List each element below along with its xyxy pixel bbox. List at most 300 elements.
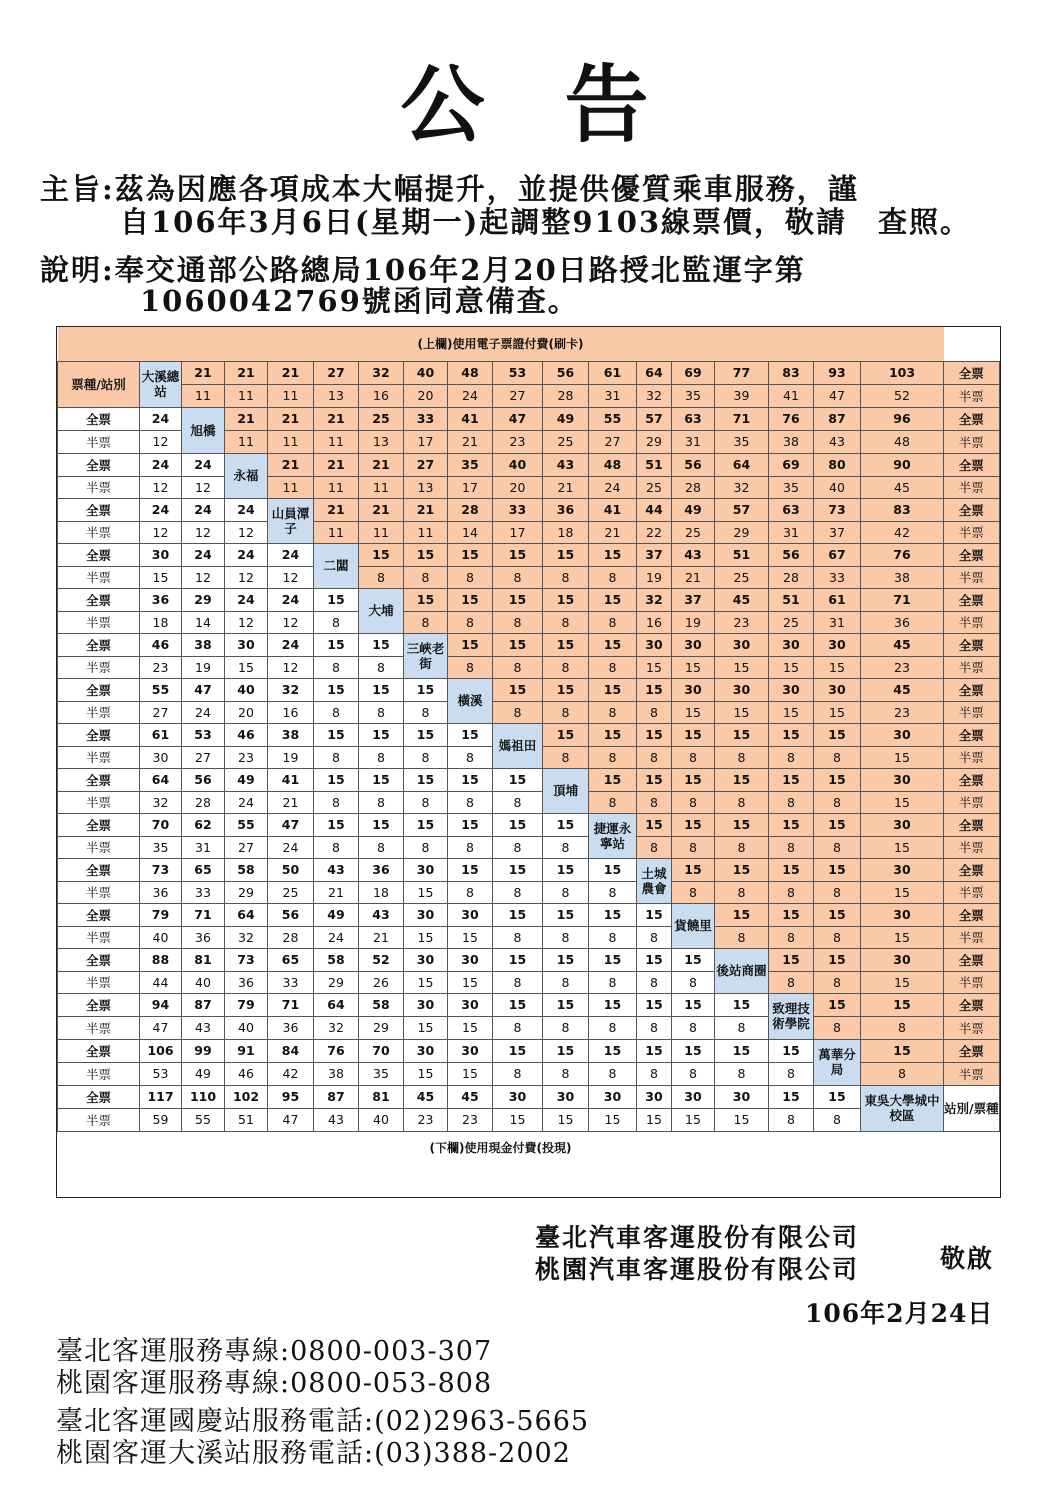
row-end-label-half: 半票 (944, 521, 1000, 543)
fare-cash-half: 15 (404, 971, 448, 993)
fare-cash-half: 12 (225, 611, 268, 633)
fare-card-half: 19 (637, 566, 672, 588)
fare-card-full: 27 (314, 361, 359, 384)
fare-card-half: 52 (861, 384, 944, 407)
row-end-label-full: 全票 (944, 903, 1000, 926)
fare-cash-half: 43 (314, 1108, 359, 1131)
fare-card-full: 64 (715, 453, 769, 476)
fare-cash-full: 30 (448, 993, 493, 1016)
fare-cash-half: 8 (637, 926, 672, 948)
fare-cash-full: 102 (225, 1085, 268, 1108)
fare-cash-full: 24 (182, 498, 225, 521)
fare-cash-full: 15 (589, 1039, 637, 1062)
explanation-line-1: 說明:奉交通部公路總局106年2月20日路授北監運字第 (40, 253, 806, 287)
fare-cash-half: 8 (359, 701, 404, 723)
fare-card-full: 15 (543, 723, 589, 746)
fare-card-full: 15 (589, 723, 637, 746)
fare-cash-full: 15 (359, 813, 404, 836)
fare-card-half: 8 (448, 656, 493, 678)
fare-cash-full: 58 (359, 993, 404, 1016)
fare-cash-full: 38 (182, 633, 225, 656)
fare-card-full: 30 (715, 633, 769, 656)
fare-card-full: 49 (543, 407, 589, 430)
fare-cash-half: 19 (268, 746, 314, 768)
fare-card-full: 15 (769, 903, 814, 926)
row-label-half: 半票 (58, 701, 140, 723)
fare-card-half: 8 (715, 746, 769, 768)
fare-cash-half: 8 (637, 1062, 672, 1085)
fare-cash-half: 8 (543, 926, 589, 948)
fare-cash-full: 55 (140, 678, 182, 701)
fare-cash-full: 88 (140, 948, 182, 971)
row-label-half: 半票 (58, 881, 140, 903)
fare-cash-half: 23 (225, 746, 268, 768)
fare-card-half: 25 (672, 521, 715, 543)
fare-card-full: 15 (637, 768, 672, 791)
fare-card-half: 38 (769, 430, 814, 453)
fare-cash-half: 8 (493, 971, 543, 993)
row-label-full: 全票 (58, 903, 140, 926)
station-15: 致理技術學院 (769, 993, 814, 1039)
fare-card-half: 35 (715, 430, 769, 453)
fare-row-half (58, 791, 1000, 813)
fare-cash-half: 31 (182, 836, 225, 858)
fare-cash-half: 8 (769, 1062, 814, 1085)
fare-card-full: 30 (672, 633, 715, 656)
fare-card-full: 15 (493, 633, 543, 656)
fare-card-half: 32 (637, 384, 672, 407)
fare-cash-full: 50 (268, 858, 314, 881)
fare-card-full: 21 (268, 407, 314, 430)
fare-card-half: 15 (861, 791, 944, 813)
fare-cash-full: 65 (182, 858, 225, 881)
fare-cash-half: 30 (140, 746, 182, 768)
fare-row-full (58, 543, 1000, 566)
row-end-label-half: 半票 (944, 881, 1000, 903)
fare-card-full: 15 (814, 768, 861, 791)
fare-cash-half: 23 (404, 1108, 448, 1131)
fare-card-full: 45 (715, 588, 769, 611)
fare-card-full: 15 (672, 813, 715, 836)
row-label-half: 半票 (58, 611, 140, 633)
fare-cash-half: 12 (140, 521, 182, 543)
fare-card-full: 21 (359, 453, 404, 476)
fare-cash-full: 91 (225, 1039, 268, 1062)
fare-cash-half: 8 (448, 881, 493, 903)
fare-card-half: 11 (314, 430, 359, 453)
fare-card-half: 15 (861, 926, 944, 948)
fare-cash-full: 45 (404, 1085, 448, 1108)
company-names (535, 1222, 859, 1286)
row-end-label-half: 半票 (944, 1016, 1000, 1039)
fare-card-full: 15 (861, 1039, 944, 1062)
fare-cash-half: 27 (225, 836, 268, 858)
fare-card-half: 18 (543, 521, 589, 543)
fare-card-full: 61 (814, 588, 861, 611)
fare-card-full: 56 (769, 543, 814, 566)
fare-card-full: 69 (769, 453, 814, 476)
fare-card-half: 8 (715, 926, 769, 948)
fare-card-half: 8 (543, 746, 589, 768)
row-end-label-half: 半票 (944, 476, 1000, 498)
row-end-label-full: 全票 (944, 498, 1000, 521)
fare-cash-full: 15 (493, 858, 543, 881)
fare-card-full: 15 (493, 543, 543, 566)
fare-cash-full: 24 (268, 588, 314, 611)
fare-cash-half: 8 (493, 881, 543, 903)
fare-cash-full: 106 (140, 1039, 182, 1062)
fare-cash-half: 8 (359, 746, 404, 768)
fare-card-half: 15 (769, 656, 814, 678)
fare-card-full: 43 (672, 543, 715, 566)
fare-cash-half: 15 (715, 1108, 769, 1131)
fare-card-full: 15 (672, 768, 715, 791)
fare-cash-full: 49 (314, 903, 359, 926)
fare-cash-full: 15 (715, 993, 769, 1016)
fare-cash-half: 8 (769, 1108, 814, 1131)
fare-cash-half: 8 (314, 791, 359, 813)
fare-cash-full: 15 (543, 993, 589, 1016)
fare-row-half (58, 384, 1000, 407)
fare-cash-half: 12 (225, 566, 268, 588)
fare-card-full: 30 (637, 633, 672, 656)
fare-cash-full: 58 (225, 858, 268, 881)
fare-cash-full: 15 (448, 768, 493, 791)
fare-cash-half: 24 (268, 836, 314, 858)
row-label-full: 全票 (58, 1085, 140, 1108)
fare-cash-full: 24 (140, 407, 182, 430)
row-end-label-full: 全票 (944, 768, 1000, 791)
fare-cash-full: 15 (672, 948, 715, 971)
station-13: 貨饒里 (672, 903, 715, 948)
fare-cash-full: 58 (314, 948, 359, 971)
fare-cash-full: 30 (404, 903, 448, 926)
row-label-half: 半票 (58, 430, 140, 453)
fare-card-full: 15 (448, 588, 493, 611)
fare-cash-half: 15 (140, 566, 182, 588)
fare-card-half: 40 (814, 476, 861, 498)
fare-card-full: 90 (861, 453, 944, 476)
fare-cash-full: 24 (268, 633, 314, 656)
fare-card-full: 15 (715, 903, 769, 926)
fare-card-half: 8 (359, 566, 404, 588)
fare-card-half: 8 (589, 656, 637, 678)
fare-cash-half: 36 (182, 926, 225, 948)
fare-cash-half: 8 (543, 971, 589, 993)
fare-cash-full: 55 (225, 813, 268, 836)
fare-card-full: 93 (814, 361, 861, 384)
fare-cash-full: 15 (769, 1085, 814, 1108)
fare-cash-full: 24 (140, 498, 182, 521)
fare-cash-half: 12 (140, 430, 182, 453)
fare-card-half: 48 (861, 430, 944, 453)
fare-cash-full: 61 (140, 723, 182, 746)
fare-cash-half: 15 (404, 1062, 448, 1085)
fare-card-full: 48 (589, 453, 637, 476)
company-taoyuan: 桃園汽車客運股份有限公司 (535, 1255, 860, 1284)
fare-table (57, 327, 1000, 1163)
row-label-full: 全票 (58, 768, 140, 791)
fare-card-full: 21 (268, 361, 314, 384)
fare-card-half: 8 (543, 566, 589, 588)
fare-card-full: 51 (715, 543, 769, 566)
fare-cash-full: 15 (589, 993, 637, 1016)
fare-card-full: 21 (225, 407, 268, 430)
fare-cash-half: 8 (314, 611, 359, 633)
fare-card-half: 29 (715, 521, 769, 543)
fare-cash-half: 8 (493, 926, 543, 948)
fare-cash-half: 47 (268, 1108, 314, 1131)
fare-card-half: 38 (861, 566, 944, 588)
fare-cash-full: 46 (225, 723, 268, 746)
fare-row-half (58, 836, 1000, 858)
fare-card-half: 42 (861, 521, 944, 543)
fare-cash-half: 21 (268, 791, 314, 813)
fare-cash-full: 73 (225, 948, 268, 971)
fare-cash-half: 21 (314, 881, 359, 903)
row-end-label-full: 全票 (944, 588, 1000, 611)
fare-card-half: 8 (715, 836, 769, 858)
fare-cash-full: 15 (493, 813, 543, 836)
fare-card-full: 32 (359, 361, 404, 384)
fare-cash-half: 8 (448, 791, 493, 813)
fare-card-full: 30 (861, 813, 944, 836)
row-label-full: 全票 (58, 498, 140, 521)
fare-cash-full: 110 (182, 1085, 225, 1108)
fare-card-full: 25 (359, 407, 404, 430)
fare-cash-full: 15 (404, 723, 448, 746)
fare-card-full: 30 (861, 858, 944, 881)
fare-cash-full: 15 (359, 768, 404, 791)
respect-closing: 敬啟 (940, 1244, 995, 1273)
row-label-half: 半票 (58, 521, 140, 543)
row-end-label-full: 全票 (944, 453, 1000, 476)
fare-cash-full: 15 (404, 678, 448, 701)
fare-card-half: 8 (715, 791, 769, 813)
fare-row-full (58, 723, 1000, 746)
fare-card-full: 35 (448, 453, 493, 476)
fare-card-full: 30 (672, 678, 715, 701)
fare-cash-full: 32 (268, 678, 314, 701)
fare-cash-full: 30 (589, 1085, 637, 1108)
fare-row-half (58, 701, 1000, 723)
fare-card-half: 15 (715, 656, 769, 678)
notice-title: 公告 (400, 55, 729, 154)
fare-card-full: 15 (672, 723, 715, 746)
fare-card-half: 8 (769, 881, 814, 903)
fare-card-full: 15 (493, 588, 543, 611)
fare-card-half: 20 (404, 384, 448, 407)
fare-card-half: 28 (543, 384, 589, 407)
fare-card-half: 23 (493, 430, 543, 453)
fare-card-half: 11 (182, 384, 225, 407)
fare-card-full: 15 (589, 588, 637, 611)
fare-cash-half: 29 (314, 971, 359, 993)
fare-card-half: 8 (814, 971, 861, 993)
fare-card-full: 41 (589, 498, 637, 521)
row-label-half: 半票 (58, 926, 140, 948)
fare-cash-half: 32 (225, 926, 268, 948)
fare-cash-full: 30 (493, 1085, 543, 1108)
fare-card-half: 31 (814, 611, 861, 633)
fare-card-half: 8 (543, 611, 589, 633)
fare-card-half: 33 (814, 566, 861, 588)
fare-card-full: 57 (715, 498, 769, 521)
row-end-label-half: 半票 (944, 656, 1000, 678)
fare-card-half: 8 (448, 611, 493, 633)
fare-cash-half: 21 (359, 926, 404, 948)
fare-card-half: 15 (861, 836, 944, 858)
row-label-half: 半票 (58, 791, 140, 813)
fare-card-full: 15 (715, 723, 769, 746)
fare-cash-half: 15 (404, 926, 448, 948)
fare-cash-full: 87 (182, 993, 225, 1016)
fare-cash-full: 15 (493, 948, 543, 971)
fare-cash-full: 15 (543, 858, 589, 881)
fare-cash-half: 38 (314, 1062, 359, 1085)
fare-card-full: 83 (861, 498, 944, 521)
row-end-label-full: 全票 (944, 813, 1000, 836)
fare-card-half: 27 (589, 430, 637, 453)
fare-cash-half: 15 (493, 1108, 543, 1131)
row-label-full: 全票 (58, 813, 140, 836)
fare-row-half (58, 521, 1000, 543)
fare-cash-full: 15 (715, 1039, 769, 1062)
fare-card-half: 21 (543, 476, 589, 498)
fare-cash-half: 8 (493, 1062, 543, 1085)
fare-cash-full: 71 (182, 903, 225, 926)
row-end-label-half: 半票 (944, 971, 1000, 993)
fare-card-half: 8 (589, 566, 637, 588)
fare-card-half: 8 (814, 926, 861, 948)
fare-cash-full: 15 (543, 1039, 589, 1062)
fare-cash-half: 32 (314, 1016, 359, 1039)
fare-cash-full: 15 (493, 768, 543, 791)
fare-cash-half: 8 (543, 836, 589, 858)
fare-row-full (58, 813, 1000, 836)
fare-card-full: 61 (589, 361, 637, 384)
fare-card-full: 15 (715, 813, 769, 836)
fare-cash-half: 8 (672, 971, 715, 993)
fare-card-half: 43 (814, 430, 861, 453)
fare-card-full: 15 (715, 858, 769, 881)
fare-cash-half: 8 (672, 1016, 715, 1039)
fare-card-full: 87 (814, 407, 861, 430)
fare-cash-full: 40 (225, 678, 268, 701)
fare-card-full: 15 (589, 633, 637, 656)
fare-card-half: 11 (225, 430, 268, 453)
fare-card-half: 8 (672, 746, 715, 768)
row-label-full: 全票 (58, 588, 140, 611)
fare-card-full: 57 (637, 407, 672, 430)
fare-row-full (58, 1039, 1000, 1062)
fare-card-half: 15 (637, 656, 672, 678)
fare-card-half: 17 (448, 476, 493, 498)
fare-card-full: 53 (493, 361, 543, 384)
fare-card-full: 15 (672, 858, 715, 881)
fare-card-half: 8 (672, 836, 715, 858)
fare-cash-half: 8 (589, 881, 637, 903)
fare-row-full (58, 498, 1000, 521)
fare-cash-half: 20 (225, 701, 268, 723)
fare-cash-full: 15 (314, 588, 359, 611)
fare-cash-full: 15 (314, 633, 359, 656)
fare-card-full: 15 (543, 678, 589, 701)
fare-card-full: 27 (404, 453, 448, 476)
fare-cash-half: 12 (268, 656, 314, 678)
fare-cash-half: 8 (589, 1062, 637, 1085)
subject-line-1: 主旨:茲為因應各項成本大幅提升，並提供優質乘車服務，謹 (40, 172, 859, 206)
fare-card-half: 35 (769, 476, 814, 498)
fare-cash-full: 24 (225, 588, 268, 611)
fare-cash-full: 15 (589, 903, 637, 926)
fare-card-half: 15 (861, 881, 944, 903)
fare-row-full (58, 407, 1000, 430)
fare-cash-half: 44 (140, 971, 182, 993)
fare-cash-full: 15 (543, 813, 589, 836)
fare-card-full: 32 (637, 588, 672, 611)
station-3: 永福 (225, 453, 268, 498)
fare-card-full: 15 (814, 948, 861, 971)
fare-card-half: 8 (589, 611, 637, 633)
fare-cash-half: 8 (359, 791, 404, 813)
fare-cash-full: 30 (448, 948, 493, 971)
fare-card-full: 15 (637, 723, 672, 746)
fare-card-full: 15 (589, 768, 637, 791)
fare-cash-full: 49 (225, 768, 268, 791)
fare-cash-half: 15 (448, 926, 493, 948)
fare-card-half: 13 (359, 430, 404, 453)
row-label-full: 全票 (58, 948, 140, 971)
fare-card-half: 25 (543, 430, 589, 453)
fare-cash-half: 8 (589, 926, 637, 948)
fare-card-half: 24 (448, 384, 493, 407)
fare-cash-half: 32 (140, 791, 182, 813)
fare-cash-half: 29 (225, 881, 268, 903)
fare-card-full: 37 (672, 588, 715, 611)
row-end-label-half: 半票 (944, 701, 1000, 723)
fare-cash-full: 15 (314, 813, 359, 836)
fare-card-full: 30 (814, 633, 861, 656)
fare-cash-full: 70 (359, 1039, 404, 1062)
row-end-label-full: 全票 (944, 407, 1000, 430)
row-label-half: 半票 (58, 656, 140, 678)
fare-card-half: 23 (861, 656, 944, 678)
fare-card-full: 64 (637, 361, 672, 384)
fare-cash-full: 79 (225, 993, 268, 1016)
fare-card-full: 76 (769, 407, 814, 430)
fare-card-half: 11 (268, 384, 314, 407)
fare-card-full: 15 (769, 813, 814, 836)
row-label-full: 全票 (58, 453, 140, 476)
fare-cash-full: 30 (404, 1039, 448, 1062)
station-17: 東吳大學城中校區 (861, 1085, 944, 1131)
fare-card-full: 69 (672, 361, 715, 384)
fare-card-full: 73 (814, 498, 861, 521)
fare-cash-full: 30 (672, 1085, 715, 1108)
row-label-half: 半票 (58, 476, 140, 498)
fare-cash-full: 84 (268, 1039, 314, 1062)
fare-card-full: 21 (268, 453, 314, 476)
fare-card-full: 48 (448, 361, 493, 384)
fare-row-full (58, 768, 1000, 791)
fare-card-full: 15 (637, 678, 672, 701)
fare-card-half: 15 (672, 701, 715, 723)
fare-cash-half: 33 (182, 881, 225, 903)
fare-cash-half: 8 (404, 836, 448, 858)
row-end-label-full: 全票 (944, 633, 1000, 656)
fare-row-full (58, 361, 1000, 384)
